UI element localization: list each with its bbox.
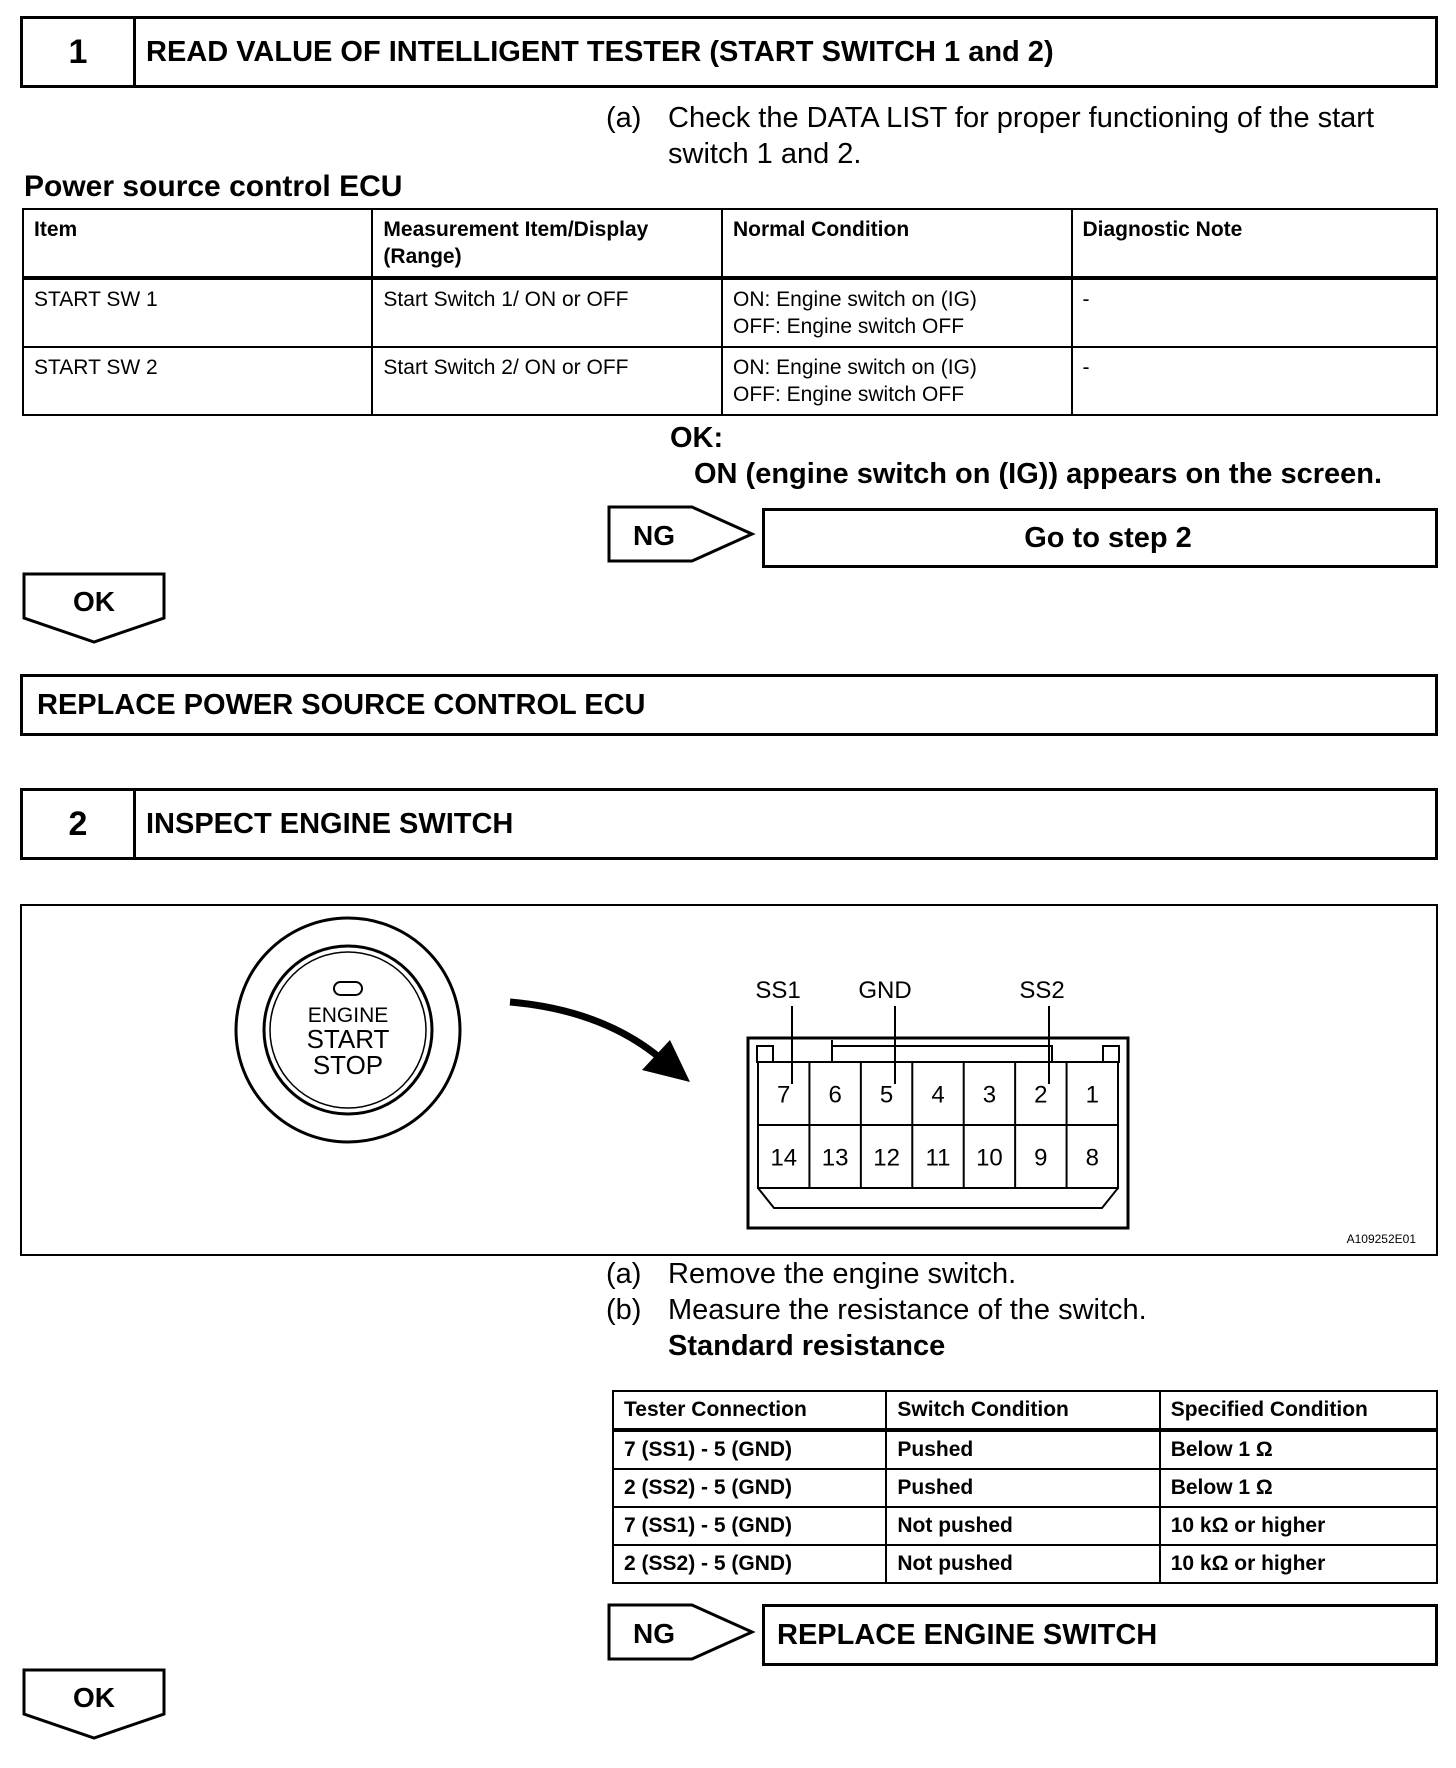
cond-on: ON: Engine switch on (IG) — [733, 288, 977, 311]
pin-number: 1 — [1085, 1081, 1099, 1109]
pin-number: 3 — [982, 1081, 997, 1109]
pin-number: 7 — [777, 1081, 791, 1109]
instruction-a — [606, 100, 1446, 172]
instruction-label: (b) — [606, 1294, 642, 1326]
pin-number: 4 — [931, 1081, 945, 1109]
table-row — [613, 1430, 1437, 1469]
pin-number: 9 — [1034, 1144, 1048, 1172]
ng-label: NG — [633, 520, 675, 551]
pin-number: 10 — [976, 1144, 1003, 1172]
ok-arrow-icon — [22, 572, 166, 644]
cell-note: - — [1072, 278, 1438, 347]
instruction-label: (a) — [606, 1258, 642, 1290]
header-switch-condition: Switch Condition — [886, 1391, 1159, 1430]
pin-number: 2 — [1034, 1081, 1048, 1109]
instruction-b — [606, 1292, 1446, 1328]
instruction-label: (a) — [606, 102, 642, 134]
table-row — [613, 1469, 1437, 1507]
table-header-row — [23, 209, 1437, 278]
pin-number: 8 — [1085, 1144, 1099, 1172]
cell-item: START SW 2 — [23, 347, 372, 415]
header-item: Item — [23, 209, 372, 278]
step-2-header — [20, 788, 1438, 860]
cond-off: OFF: Engine switch OFF — [733, 383, 965, 406]
ng-action-box: Go to step 2 — [762, 508, 1438, 568]
table-caption: Power source control ECU — [24, 170, 403, 203]
cell-spec: Below 1 Ω — [1160, 1430, 1437, 1469]
header-measurement-line-2: (Range) — [383, 245, 462, 268]
ok-label: OK: — [670, 422, 724, 454]
connector-diagram — [748, 1038, 1128, 1228]
ng-arrow-icon — [606, 504, 756, 564]
cond-on: ON: Engine switch on (IG) — [733, 356, 977, 379]
cell-measurement: Start Switch 1/ ON or OFF — [372, 278, 722, 347]
standard-resistance-heading: Standard resistance — [668, 1330, 946, 1362]
cell-connection: 2 (SS2) - 5 (GND) — [613, 1469, 886, 1507]
step-number: 2 — [23, 791, 136, 857]
header-diagnostic-note: Diagnostic Note — [1072, 209, 1438, 278]
instruction-text: Measure the resistance of the switch. — [668, 1294, 1147, 1326]
cell-spec: 10 kΩ or higher — [1160, 1545, 1437, 1583]
engine-switch-figure — [20, 904, 1438, 1256]
cell-switch: Not pushed — [886, 1507, 1159, 1545]
instruction-a — [606, 1256, 1446, 1292]
data-list-table — [22, 208, 1438, 416]
resistance-table — [612, 1390, 1438, 1584]
pin-label-ss2: SS2 — [1019, 977, 1065, 1004]
cell-note: - — [1072, 347, 1438, 415]
cell-measurement: Start Switch 2/ ON or OFF — [372, 347, 722, 415]
cond-off: OFF: Engine switch OFF — [733, 315, 965, 338]
ok-arrow-label: OK — [73, 586, 115, 617]
cell-connection: 7 (SS1) - 5 (GND) — [613, 1430, 886, 1469]
button-text-stop: STOP — [312, 1050, 384, 1080]
header-measurement — [372, 209, 722, 278]
header-measurement-line-1: Measurement Item/Display — [383, 218, 649, 241]
pin-number: 11 — [925, 1144, 951, 1172]
figure-drawing — [22, 906, 1436, 1254]
curved-arrow-icon — [510, 1002, 690, 1082]
step-1-header — [20, 16, 1438, 88]
ng-label: NG — [633, 1618, 675, 1649]
cell-normal-condition — [722, 278, 1072, 347]
pin-number: 6 — [828, 1081, 842, 1109]
header-normal-condition: Normal Condition — [722, 209, 1072, 278]
replace-ecu-box: REPLACE POWER SOURCE CONTROL ECU — [20, 674, 1438, 736]
cell-switch: Not pushed — [886, 1545, 1159, 1583]
replace-engine-switch-box: REPLACE ENGINE SWITCH — [762, 1604, 1438, 1666]
pin-label-gnd: GND — [858, 977, 912, 1004]
ok-text: ON (engine switch on (IG)) appears on the screen. — [694, 458, 1383, 490]
instruction-line-2: switch 1 and 2. — [668, 138, 862, 170]
table-row — [23, 278, 1437, 347]
header-specified-condition: Specified Condition — [1160, 1391, 1437, 1430]
button-text-start: START — [306, 1024, 390, 1054]
cell-connection: 2 (SS2) - 5 (GND) — [613, 1545, 886, 1583]
table-header-row — [613, 1391, 1437, 1430]
pin-number: 12 — [873, 1144, 900, 1172]
figure-code: A109252E01 — [1346, 1232, 1416, 1246]
cell-switch: Pushed — [886, 1430, 1159, 1469]
cell-normal-condition — [722, 347, 1072, 415]
cell-connection: 7 (SS1) - 5 (GND) — [613, 1507, 886, 1545]
ok-arrow-label: OK — [73, 1682, 115, 1713]
button-text-engine: ENGINE — [307, 1004, 389, 1027]
pin-number: 13 — [821, 1144, 849, 1172]
ng-arrow-icon — [606, 1602, 756, 1662]
step-number: 1 — [23, 19, 136, 85]
step-title: INSPECT ENGINE SWITCH — [146, 807, 514, 840]
cell-switch: Pushed — [886, 1469, 1159, 1507]
cell-spec: 10 kΩ or higher — [1160, 1507, 1437, 1545]
pin-label-ss1: SS1 — [755, 977, 801, 1004]
table-row — [23, 347, 1437, 415]
step-title: READ VALUE OF INTELLIGENT TESTER (START SWITCH 1 and 2) — [146, 35, 1054, 68]
cell-item: START SW 1 — [23, 278, 372, 347]
pin-number: 14 — [770, 1144, 798, 1172]
pin-number: 5 — [879, 1081, 894, 1109]
instruction-line-1: Check the DATA LIST for proper functioning of the start — [668, 102, 1375, 134]
cell-spec: Below 1 Ω — [1160, 1469, 1437, 1507]
table-row — [613, 1545, 1437, 1583]
ok-arrow-icon — [22, 1668, 166, 1740]
instruction-text: Remove the engine switch. — [668, 1258, 1017, 1290]
header-tester-connection: Tester Connection — [613, 1391, 886, 1430]
table-row — [613, 1507, 1437, 1545]
engine-start-button-icon — [236, 918, 460, 1142]
